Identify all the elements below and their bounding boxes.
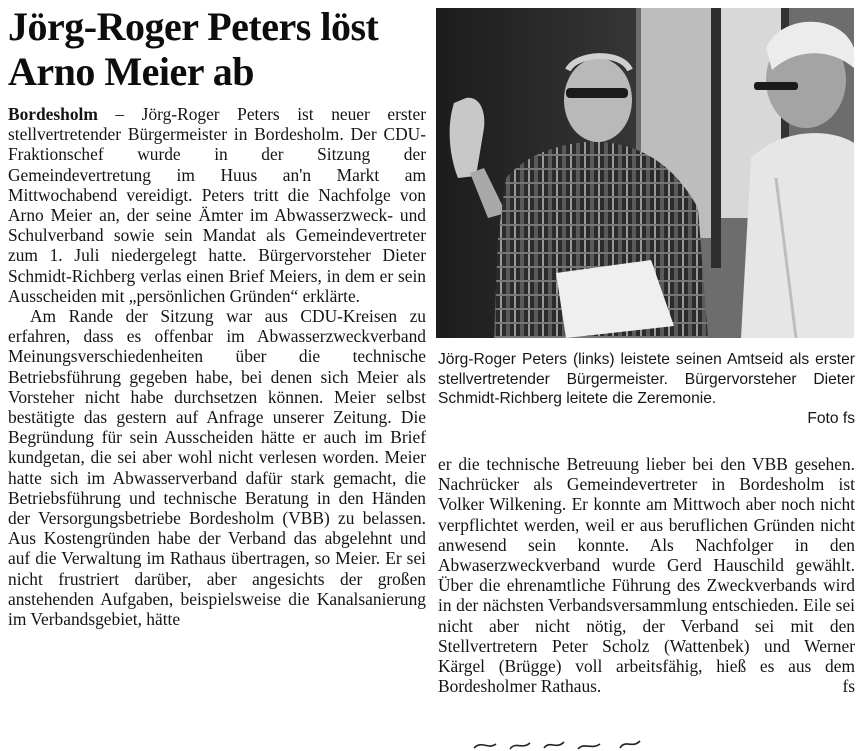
dateline: Bordesholm	[8, 104, 98, 124]
paragraph-2-right-text: er die technische Betreuung lieber bei den VBB gesehen. Nachrücker als Gemeindevertreter in Bordesholm ist Volker Wilkening. Er konnte am Mittwoch aber noch nicht verpflichtet werden, weil er aus beruflichen Gründen nicht anwesend sein konnte. Als Nachfolger in den Abwaserzweckverband wurde Gerd Hauschild gewählt. Über die ehrenamtliche Führung des Zweckverbands wird in der nächsten Verbandsversammlung entschieden. Eile sei nicht aber nicht nötig, der Verband sei mit den Stellvertretern Peter Scholz (Wattenbek) und Werner Kärgel (Brügge) voll arbeitsfähig, hieß es aus dem Bordesholmer Rathaus.	[438, 454, 855, 697]
article-column-right	[438, 454, 855, 696]
photo-image	[436, 8, 854, 338]
paragraph-2-right	[438, 454, 855, 696]
author-initials: fs	[842, 676, 855, 697]
paragraph-2-left: Am Rande der Sitzung war aus CDU-Kreisen zu erfahren, dass es offenbar im Abwasserzweckverband Meinungsverschiedenheiten über die technische Betriebsführung gegeben habe, bei denen sich Meier als Vorsteher nicht habe durchsetzen können. Meier selbst bestätigte das gestern auf Anfrage unserer Zeitung. Die Begründung für sein Ausscheiden hätte er auch im Brief kundgetan, die sei aber wohl nicht verlesen worden. Meier hatte sich im Abwasserverband dafür stark gemacht, die Betriebsführung und technische Beratung in den Händen der Versorgungsbetriebe Bordesholm (VBB) zu belassen. Aus Kostengründen habe der Verband das abgelehnt und auf die Verwaltung im Rathaus übertragen, so Meier. Er sei nicht frustriert darüber, aber angesichts der großen anstehenden Aufgaben, beispielsweise die Kanalsanierung im Verbandsgebiet, hätte	[8, 306, 426, 630]
article-column-left	[8, 104, 426, 629]
article-photo	[436, 8, 854, 338]
photo-credit: Foto fs	[807, 409, 855, 427]
lead-text: Jörg-Roger Peters ist neuer erster stellvertretender Bürgermeister in Bordesholm. Der CDU-Fraktionschef wurde in der Sitzung der Gemeindevertretung im Huus an'n Markt am Mittwochabend vereidigt. Peters tritt die Nachfolge von Arno Meier an, der seine Ämter im Abwasserzweck- und Schulverband sowie sein Mandat als Gemeindevertreter zum 1. Juli niedergelegt hatte. Bürgervorsteher Dieter Schmidt-Richberg verlas einen Brief Meiers, in dem er sein Ausscheiden mit „persönlichen Gründen“ erklärte.	[8, 104, 426, 306]
handwritten-mark	[470, 738, 670, 751]
caption-text: Jörg-Roger Peters (links) leistete seinen Amtseid als erster stellvertretender Bürgermeister. Bürgervorsteher Dieter Schmidt-Richberg leitete die Zeremonie.	[438, 351, 855, 408]
headline: Jörg-Roger Peters löst Arno Meier ab	[8, 4, 379, 94]
lead-paragraph	[8, 104, 426, 306]
dateline-separator: –	[97, 104, 142, 124]
photo-caption	[438, 350, 855, 428]
